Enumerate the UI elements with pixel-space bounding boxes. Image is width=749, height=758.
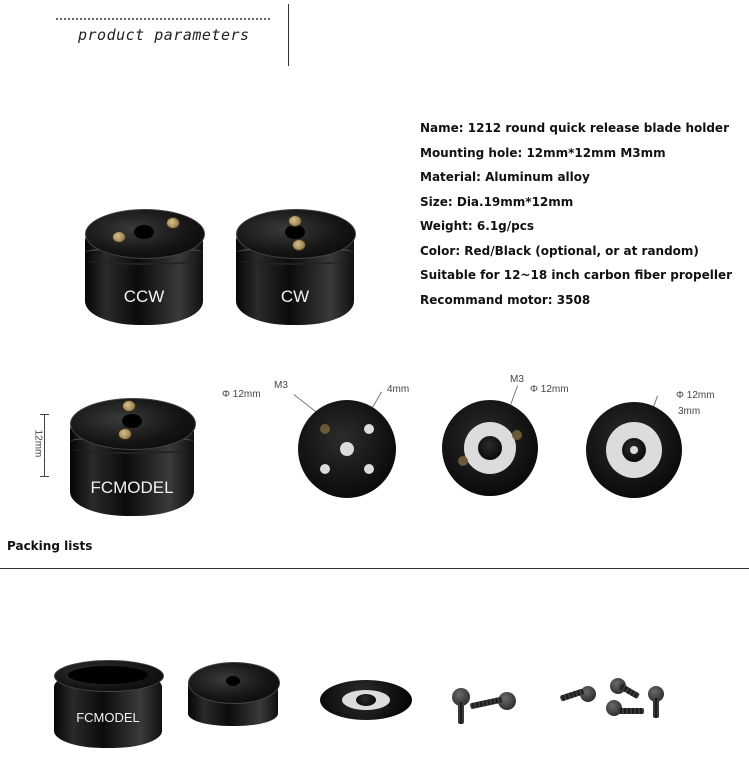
height-dim-cap-bottom <box>40 476 49 477</box>
height-dim-cap-top <box>40 414 49 415</box>
disk-c-center-hole <box>630 446 638 454</box>
spec-name: Name: 1212 round quick release blade holder <box>420 121 729 135</box>
disk-a-hole <box>320 424 330 434</box>
packing-flat-disk-center <box>356 694 376 706</box>
packing-photo <box>40 640 730 750</box>
disk-a-4mm-label: 4mm <box>387 384 410 395</box>
spec-mounting-hole: Mounting hole: 12mm*12mm M3mm <box>420 145 666 160</box>
packing-holder-brand-label: FCMODEL <box>76 710 140 725</box>
screw-shaft <box>470 697 503 710</box>
spec-suitable: Suitable for 12~18 inch carbon fiber propeller <box>420 268 732 282</box>
height-dimension-line <box>44 414 45 476</box>
holder-fcmodel-center-hole <box>122 414 142 428</box>
header-dotted-rule <box>56 18 270 20</box>
spec-motor: Recommand motor: 3508 <box>420 292 591 307</box>
packing-threaded-cap-hole <box>226 676 240 686</box>
screw-icon <box>118 428 132 440</box>
disk-a-center-hole <box>340 442 354 456</box>
disk-b-dia-label: Φ 12mm <box>530 384 569 395</box>
dimension-photo-row <box>30 360 730 530</box>
packing-holder-body-inner <box>68 666 148 684</box>
screw-shaft <box>458 702 464 724</box>
spec-weight: Weight: 6.1g/pcs <box>420 219 534 233</box>
holder-ccw-center-hole <box>134 225 154 239</box>
spec-color: Color: Red/Black (optional, or at random) <box>420 243 699 258</box>
holder-cw-label: CW <box>280 287 310 306</box>
packing-divider <box>0 568 749 569</box>
spec-size: Size: Dia.19mm*12mm <box>420 194 574 209</box>
disk-a-hole <box>364 464 374 474</box>
screw-shaft <box>653 698 659 718</box>
screw-shaft <box>618 708 644 714</box>
packing-list-title: Packing lists <box>7 539 93 553</box>
disk-b-leader <box>510 386 518 405</box>
holder-ccw-label: CCW <box>123 287 165 306</box>
section-title: product parameters <box>78 26 250 44</box>
disk-b-hole <box>458 456 468 466</box>
spec-material: Material: Aluminum alloy <box>420 170 590 184</box>
holder-cw-center-hole <box>285 225 305 239</box>
disk-c-thick-label: 3mm <box>678 406 701 417</box>
disk-a-hole <box>320 464 330 474</box>
screw-icon <box>166 217 180 229</box>
disk-b-center <box>478 436 502 460</box>
screw-icon <box>122 400 136 412</box>
disk-c-dia-label: Φ 12mm <box>676 390 715 401</box>
disk-a-m3-label: M3 <box>274 380 288 391</box>
disk-a-dia-label: Φ 12mm <box>222 389 261 400</box>
screw-icon <box>288 215 302 227</box>
spec-list <box>420 118 740 314</box>
header-divider <box>288 4 289 66</box>
disk-b-hole <box>512 430 522 440</box>
disk-b-m3-label: M3 <box>510 374 524 385</box>
product-photo-ccw-cw <box>70 195 370 335</box>
screw-icon <box>112 231 126 243</box>
screw-shaft <box>560 688 585 701</box>
screw-icon <box>292 239 306 251</box>
height-dimension-label: 12mm <box>32 429 44 458</box>
disk-a-hole <box>364 424 374 434</box>
holder-brand-label: FCMODEL <box>90 478 174 497</box>
